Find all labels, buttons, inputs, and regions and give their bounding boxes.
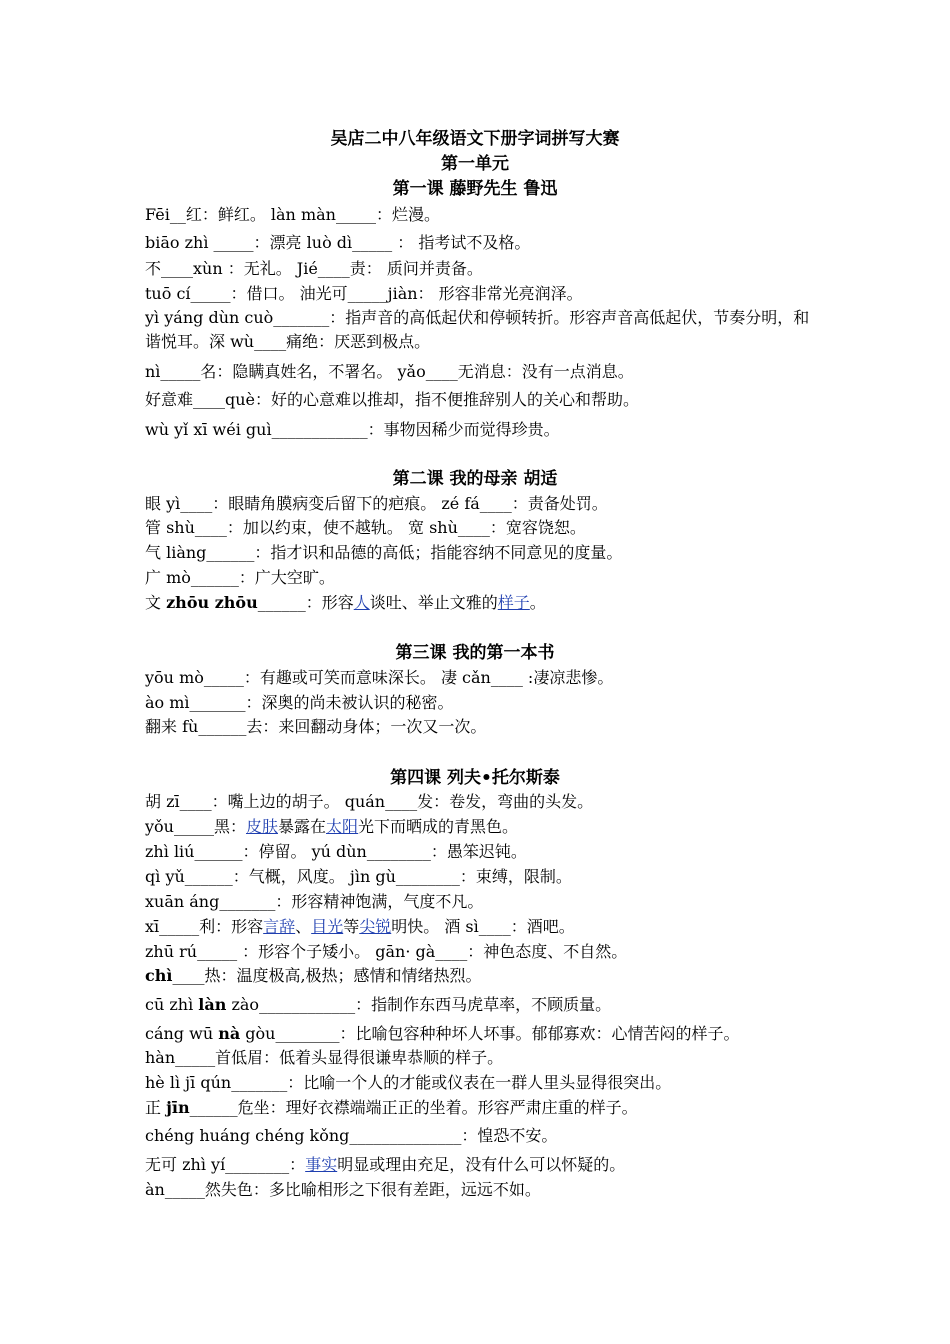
- line-text: 明显或理由充足，没有什么可以怀疑的。: [337, 1155, 626, 1174]
- lesson-3-line: ào mì_______：深奥的尚未被认识的秘密。: [145, 693, 454, 712]
- lesson-4-line: [145, 966, 482, 986]
- bold-pinyin: làn: [198, 995, 227, 1014]
- lesson-1-line: 好意难____què：好的心意难以推却，指不便推辞别人的关心和帮助。: [145, 390, 640, 409]
- line-text: cáng wū: [145, 1024, 219, 1043]
- lesson-4-line: 胡 zī____：嘴上边的胡子。 quán____发：卷发，弯曲的头发。: [145, 792, 594, 811]
- lesson-4-line: zhū rú_____ ：形容个子矮小。 gān· gà____：神色态度、不自然。: [145, 942, 628, 961]
- line-text: gòu________：比喻包容种种坏人坏事。郁郁寡欢：心情苦闷的样子。: [240, 1024, 740, 1043]
- lesson-2-line: 管 shù____：加以约束，使不越轨。 宽 shù____：宽容饶恕。: [145, 518, 586, 537]
- hyperlink[interactable]: 样子: [497, 593, 530, 612]
- hyperlink[interactable]: 事实: [305, 1155, 338, 1174]
- line-text: 暴露在: [278, 817, 327, 836]
- hyperlink[interactable]: 目光: [311, 917, 344, 936]
- line-text: cū zhì: [145, 995, 199, 1014]
- lesson-4-line: hè lì jī qún_______：比喻一个人的才能或仪表在一群人里头显得很突出。: [145, 1073, 672, 1092]
- line-text: 文: [145, 593, 167, 612]
- lesson-4-line: [145, 817, 518, 837]
- lesson-4-line: àn_____然失色：多比喻相形之下很有差距，远远不如。: [145, 1180, 541, 1199]
- lesson-1-line: 不____xùn ：无礼。 Jié____责： 质问并责备。: [145, 259, 483, 278]
- line-text: xī_____利：形容: [145, 917, 264, 936]
- lesson-2-line: [145, 593, 546, 613]
- lesson-1-line: yì yáng dùn cuò_______：指声音的高低起伏和停顿转折。形容声音高低起伏，节奏分明，和谐悦耳。深 wù____痛绝：厌恶到极点。: [145, 308, 810, 351]
- hyperlink[interactable]: 人: [353, 593, 370, 612]
- line-text: 光下而晒成的青黑色。: [358, 817, 519, 836]
- line-text: 正: [145, 1098, 167, 1117]
- line-text: 无可 zhì yí________：: [145, 1155, 306, 1174]
- hyperlink[interactable]: 太阳: [326, 817, 359, 836]
- lesson-4-line: hàn_____首低眉：低着头显得很谦卑恭顺的样子。: [145, 1048, 504, 1067]
- lesson-1-line: biāo zhì _____：漂亮 luò dì_____ ： 指考试不及格。: [145, 233, 531, 252]
- line-text: ______：形容: [257, 593, 354, 612]
- hyperlink[interactable]: 皮肤: [245, 817, 278, 836]
- lesson-4-line: zhì liú______：停留。 yú dùn________：愚笨迟钝。: [145, 842, 527, 861]
- line-text: ____热：温度极高,极热；感情和情绪热烈。: [172, 966, 482, 985]
- lesson-4-line: [145, 1098, 638, 1118]
- bold-pinyin: jīn: [166, 1098, 190, 1117]
- lesson-3-title: 第三课 我的第一本书: [395, 643, 555, 663]
- lesson-4-line: chéng huáng chéng kǒng______________：惶恐不安。: [145, 1126, 558, 1145]
- line-text: zào____________：指制作东西马虎草率，不顾质量。: [226, 995, 612, 1014]
- lesson-4-line: xuān áng_______：形容精神饱满，气度不凡。: [145, 892, 484, 911]
- lesson-4-line: [145, 995, 611, 1015]
- line-text: 谈吐、举止文雅的: [369, 593, 498, 612]
- bold-pinyin: zhōu zhōu: [166, 593, 258, 612]
- lesson-4-line: [145, 1155, 625, 1175]
- lesson-3-line: yōu mò_____：有趣或可笑而意味深长。 凄 cǎn____ :凄凉悲惨。: [145, 668, 614, 687]
- lesson-4-line: [145, 1024, 740, 1044]
- lesson-4-line: [145, 917, 575, 937]
- lesson-3-line: 翻来 fù______去：来回翻动身体；一次又一次。: [145, 717, 487, 736]
- lesson-1-line: nì_____名：隐瞒真姓名，不署名。 yǎo____无消息：没有一点消息。: [145, 362, 634, 381]
- line-text: 、: [295, 917, 312, 936]
- lesson-4-line: qì yǔ______：气概，风度。 jìn gù________：束缚，限制。: [145, 867, 572, 886]
- hyperlink[interactable]: 言辞: [263, 917, 296, 936]
- document-title: 吴店二中八年级语文下册字词拼写大赛: [330, 129, 620, 149]
- lesson-2-line: 广 mò______：广大空旷。: [145, 568, 335, 587]
- line-text: yǒu_____黑：: [145, 817, 246, 836]
- unit-title: 第一单元: [441, 154, 509, 174]
- line-text: 明快。 酒 sì____：酒吧。: [391, 917, 575, 936]
- line-text: ______危坐：理好衣襟端端正正的坐着。形容严肃庄重的样子。: [189, 1098, 638, 1117]
- lesson-1-line: tuō cí_____：借口。 油光可_____jiàn： 形容非常光亮润泽。: [145, 284, 583, 303]
- lesson-1-line: Fēi__红：鲜红。 làn màn_____：烂漫。: [145, 205, 440, 224]
- line-text: 等: [343, 917, 360, 936]
- lesson-2-title: 第二课 我的母亲 胡适: [392, 469, 558, 489]
- lesson-1-line: wù yǐ xī wéi guì____________：事物因稀少而觉得珍贵。: [145, 420, 560, 439]
- line-text: 。: [529, 593, 546, 612]
- bold-pinyin: nà: [218, 1024, 241, 1043]
- lesson-1-title: 第一课 藤野先生 鲁迅: [392, 179, 558, 199]
- hyperlink[interactable]: 尖锐: [359, 917, 392, 936]
- bold-pinyin: chì: [145, 966, 173, 985]
- lesson-4-title: 第四课 列夫•托尔斯泰: [390, 768, 560, 788]
- lesson-2-line: 眼 yì____：眼睛角膜病变后留下的疤痕。 zé fá____：责备处罚。: [145, 494, 608, 513]
- lesson-2-line: 气 liàng______：指才识和品德的高低；指能容纳不同意见的度量。: [145, 543, 623, 562]
